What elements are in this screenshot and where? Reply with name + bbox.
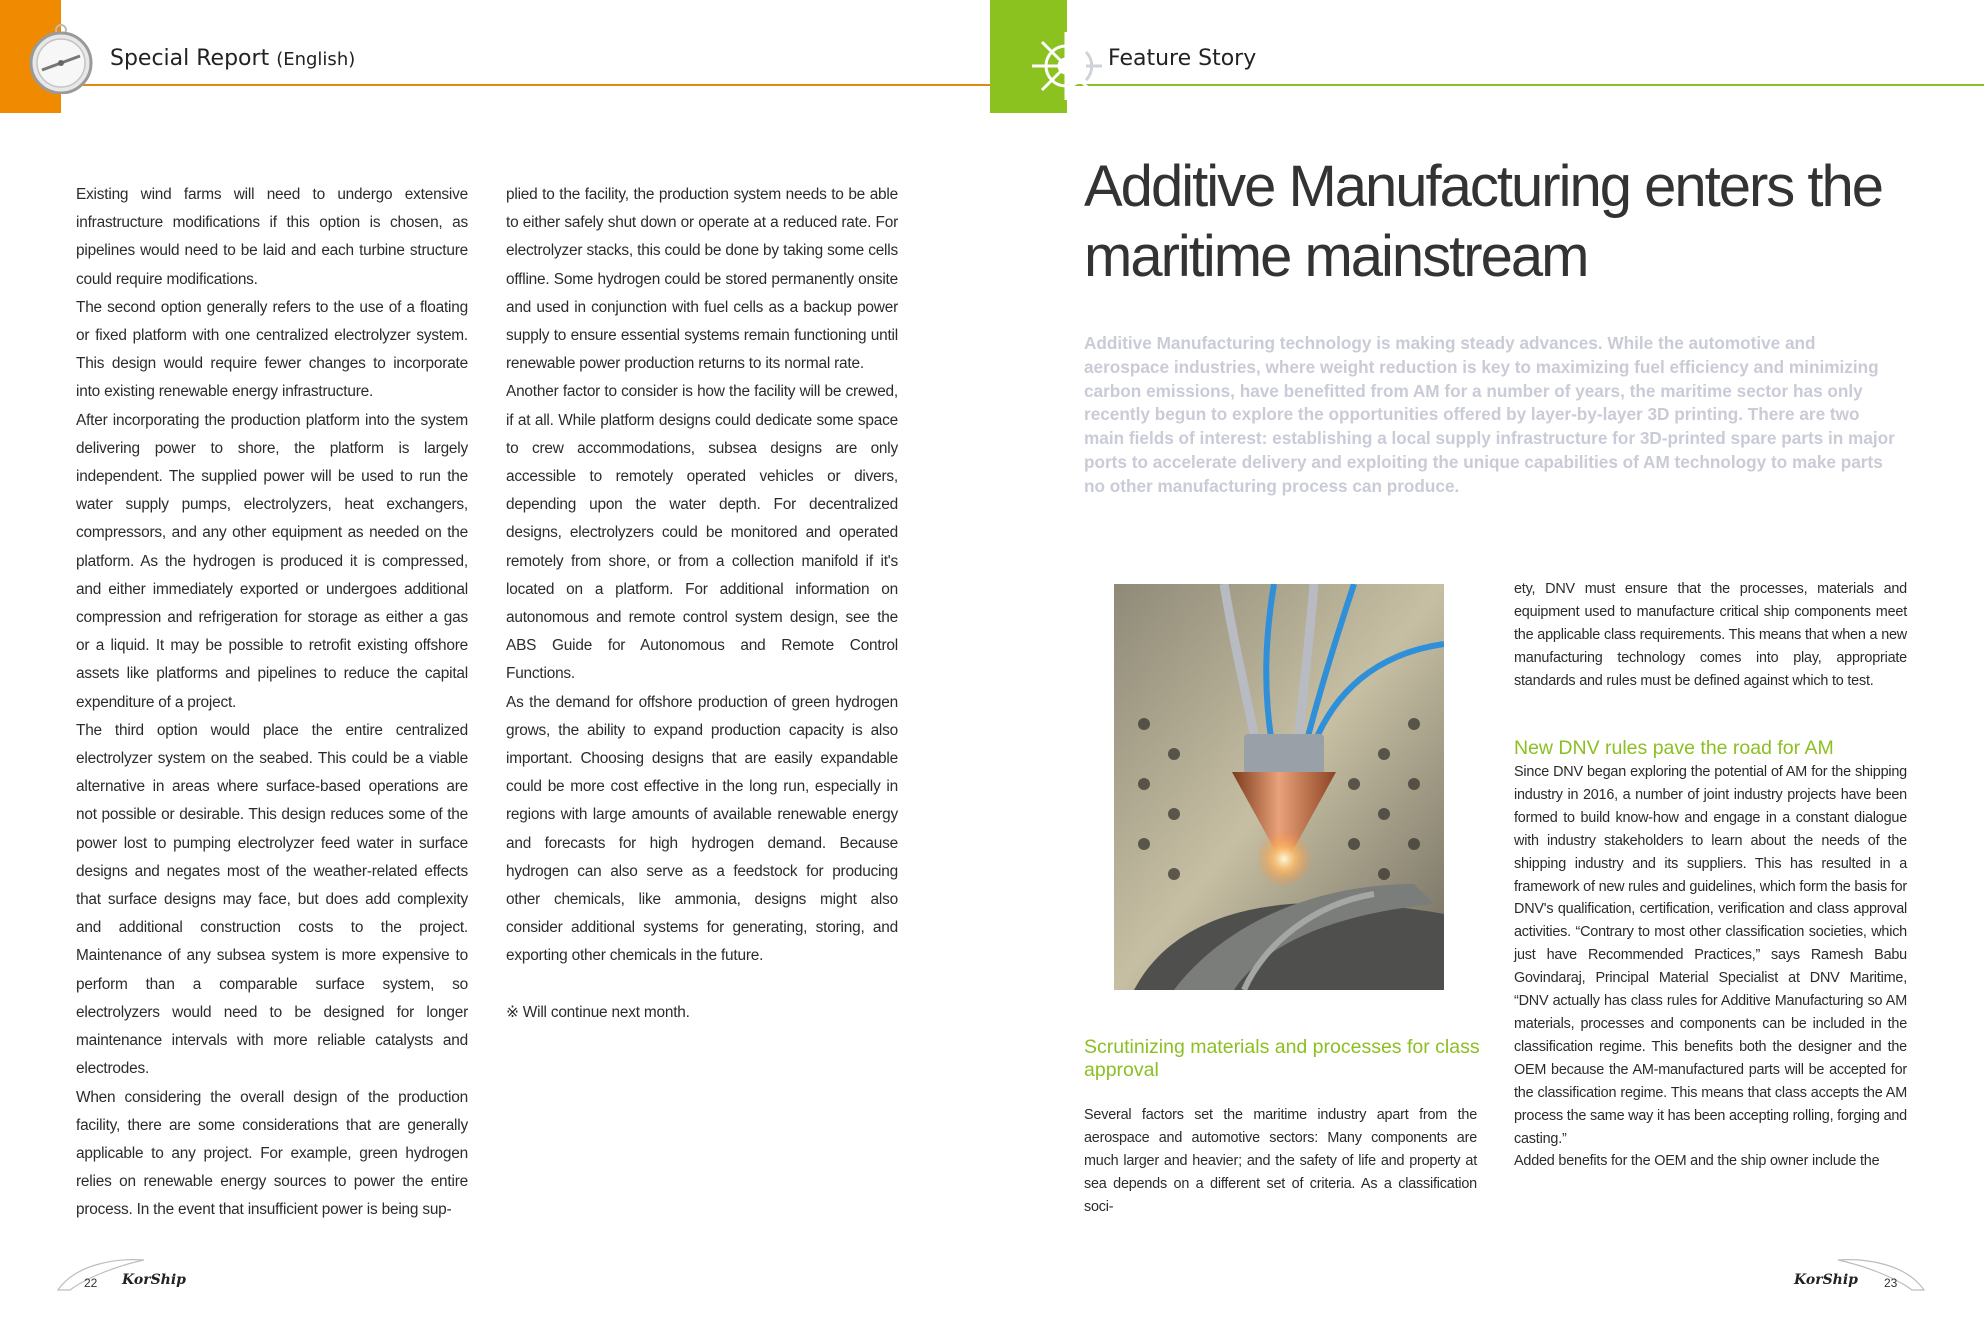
compass-icon (28, 18, 98, 94)
page-number-right: 23 (1884, 1276, 1898, 1290)
right-header-title: Feature Story (1108, 46, 1257, 71)
paragraph: The second option generally refers to the use of a floating or fixed platform with one centralized electrolyzer system. This design would require fewer changes to incorporate into existing renewable energy infrastructure. (76, 298, 468, 401)
continued-note: ※ Will continue next month. (506, 1003, 690, 1021)
brand-logo-right: KorShip (1794, 1272, 1858, 1288)
left-column-2 (506, 181, 898, 1027)
subhead-new-dnv-rules: New DNV rules pave the road for AM (1514, 737, 1834, 759)
subhead-scrutinizing: Scrutinizing materials and processes for class approval (1084, 1036, 1480, 1081)
paragraph: ety, DNV must ensure that the processes, materials and equipment used to manufacture critical ship components meet the applicable class requirements. This means that when a new manufacturing technology comes into play, appropriate standards and rules must be defined against which to test. (1514, 581, 1907, 689)
laser-metal-deposition-photo (1114, 584, 1444, 990)
feature-title: Additive Manufacturing enters the maritime mainstream (1084, 154, 1883, 289)
paragraph: When considering the overall design of the production facility, there are some considerations that are generally applicable to any project. For example, green hydrogen relies on renewable energy sources to power the entire process. In the event that insufficient power is being sup- (76, 1088, 468, 1219)
left-header-rule (61, 84, 990, 86)
paragraph: Added benefits for the OEM and the ship owner include the (1514, 1153, 1880, 1170)
ship-wheel-icon (1028, 28, 1104, 104)
paragraph: plied to the facility, the production system needs to be able to either safely shut down or operate at a reduced rate. For electrolyzer stacks, this could be done by taking some cells offline. Some hydrogen could be stored permanently onsite and used in conjunction with fuel cells as a backup power supply to ensure essential systems remain functioning until renewable power production returns to its normal rate. (506, 186, 898, 373)
paragraph: The third option would place the entire centralized electrolyzer system on the seabed. This could be a viable alternative in areas where surface-based operations are not possible or desirable. This design reduces some of the power lost to pumping electrolyzer feed water in surface designs and negates most of the weather-related effects that surface designs may face, but does add complexity and additional construction costs to the project. Maintenance of any subsea system is more expensive to perform than a comparable surface system, so electrolyzers would need to be designed for longer maintenance intervals with more reliable catalysts and electrodes. (76, 721, 468, 1078)
paragraph: As the demand for offshore production of green hydrogen grows, the ability to expand production capacity is also important. Choosing designs that are easily expandable could be more cost effective in the long run, especially in regions with large amounts of available renewable energy and forecasts for high hydrogen demand. Because hydrogen can also serve as a feedstock for producing other chemicals, like ammonia, designs might also consider additional systems for generating, storing, and exporting other chemicals in the future. (506, 693, 898, 965)
brand-logo-left: KorShip (122, 1272, 186, 1288)
left-column-1 (76, 181, 468, 1225)
paragraph: After incorporating the production platform into the system delivering power to shore, the platform is largely independent. The supplied power will be used to run the water supply pumps, electrolyzers, heat exchangers, compressors, and any other equipment as needed on the platform. As the hydrogen is produced it is compressed, and either immediately exported or undergoes additional compression and refrigeration for storage as either a gas or a liquid. It may be possible to retrofit existing offshore assets like platforms and pipelines to reduce the capital expenditure of a project. (76, 411, 468, 711)
paragraph: Another factor to consider is how the facility will be crewed, if at all. While platform designs could dedicate some space to crew accommodations, subsea designs are only accessible to remotely operated vehicles or divers, depending upon the water depth. For decentralized designs, electrolyzers could be monitored and operated remotely from shore, or from a collection manifold if it's located on a platform. For additional information on autonomous and remote control system design, see the ABS Guide for Autonomous and Remote Control Functions. (506, 383, 898, 683)
feature-column-1 (1084, 1104, 1477, 1219)
page-number-left: 22 (84, 1276, 98, 1290)
lead-paragraph: Additive Manufacturing technology is making steady advances. While the automotive and aerospace industries, where weight reduction is key to maximizing fuel efficiency and minimizing carbon emissions, have benefitted from AM for a number of years, the maritime sector has only recently begun to explore the opportunities offered by layer-by-layer 3D printing. There are two main fields of interest: establishing a local supply infrastructure for 3D-printed spare parts in major ports to accelerate delivery and exploiting the unique capabilities of AM technology to make parts no other manufacturing process can produce. (1084, 333, 1895, 496)
left-header-title: Special Report (English) (110, 46, 356, 71)
paragraph: Since DNV began exploring the potential of AM for the shipping industry in 2016, a number of joint industry projects have been formed to build know-how and engage in a constant dialogue with industry stakeholders to learn about the needs of the shipping industry and its suppliers. This has resulted in a framework of new rules and guidelines, which form the basis for DNV's qualification, certification, verification and class approval activities. “Contrary to most other classification societies, which just have Recommended Practices,” says Ramesh Babu Govindaraj, Principal Material Specialist at DNV Maritime, “DNV actually has class rules for Additive Manufacturing so AM materials, processes and components can be included in the classification regime. This benefits both the designer and the OEM because the AM-manufactured parts will be accepted for the classification regime. This means that class accepts the AM process the same way it has been accepting rolling, forging and casting.” (1514, 764, 1907, 1147)
feature-column-2 (1514, 761, 1907, 1173)
feature-column-2-top (1514, 578, 1907, 693)
paragraph: Several factors set the maritime industry apart from the aerospace and automotive sectors: Many components are much larger and heavier; and the safety of life and property at sea depends on a different set of criteria. As a classification soci- (1084, 1107, 1477, 1215)
right-header-rule (1067, 84, 1984, 86)
paragraph: Existing wind farms will need to undergo extensive infrastructure modifications if this option is chosen, as pipelines would need to be laid and each turbine structure could require modifications. (76, 186, 468, 288)
